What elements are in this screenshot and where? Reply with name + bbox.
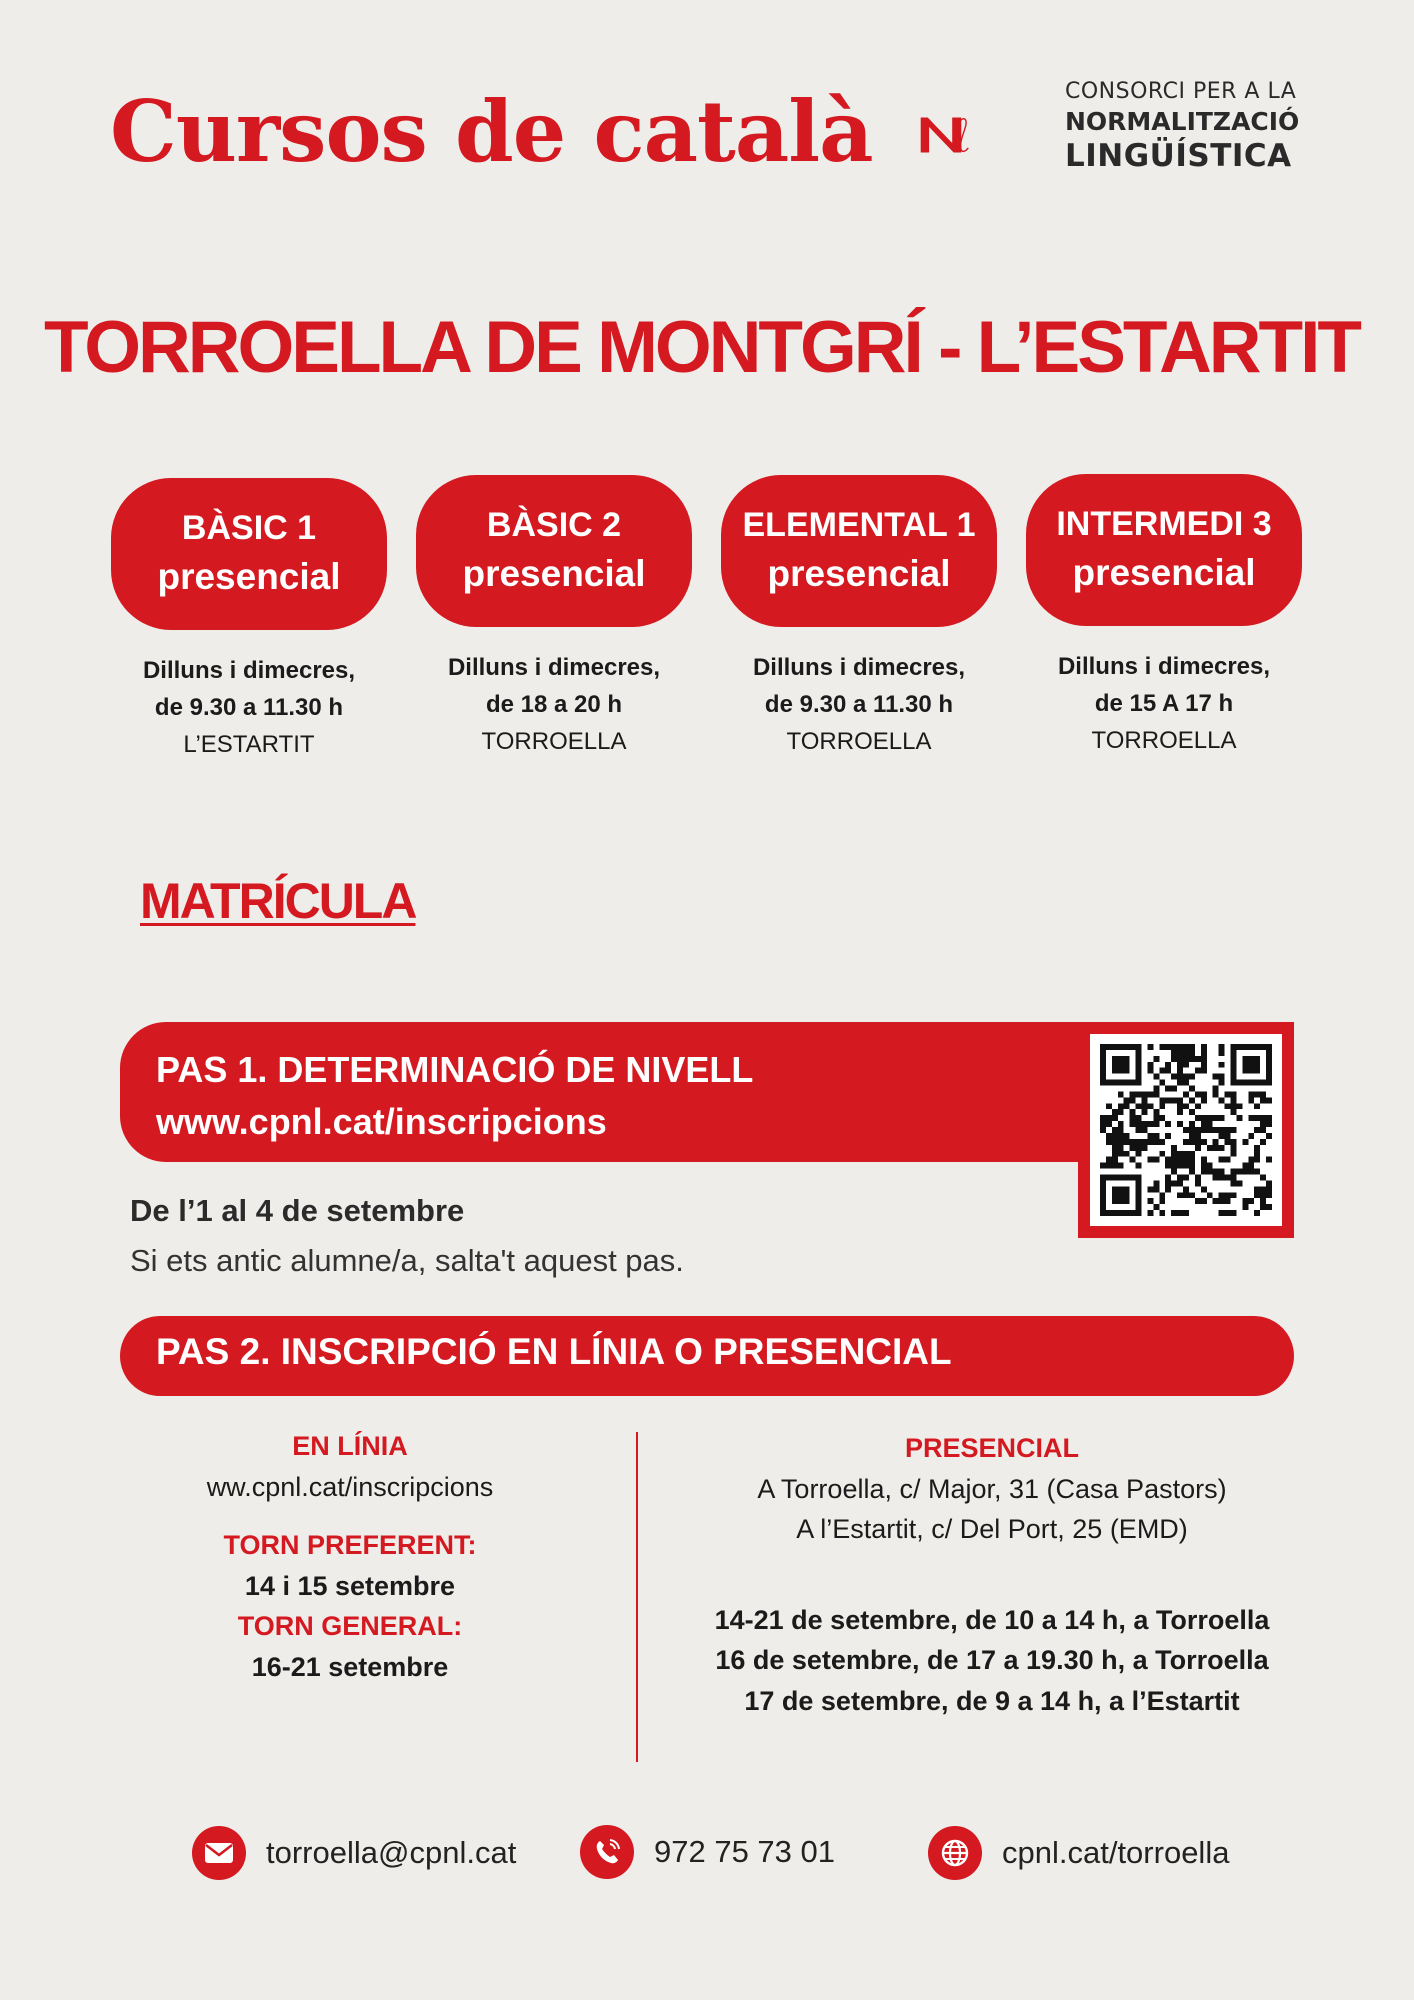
course-days: Dilluns i dimecres, (447, 654, 661, 681)
qr-code[interactable] (1078, 1022, 1294, 1238)
online-column (140, 1426, 560, 1687)
course-time: de 18 a 20 h (485, 691, 623, 719)
page-title: Cursos de català (110, 82, 873, 181)
course-place: TORROELLA (481, 728, 627, 756)
course-level: INTERMEDI 3 (1056, 505, 1272, 544)
inperson-heading: PRESENCIAL (904, 1433, 1080, 1463)
online-url-link[interactable]: ww.cpnl.cat/inscripcions (206, 1471, 494, 1502)
course-level: BÀSIC 1 (181, 509, 317, 548)
course-time: de 15 A 17 h (1094, 690, 1234, 718)
course-days: Dilluns i dimecres, (1057, 653, 1271, 680)
course-card (1026, 474, 1302, 760)
contact-web[interactable] (928, 1826, 1229, 1880)
logo-line-3: LINGÜÍSTICA (1065, 137, 1292, 174)
course-mode: presencial (767, 552, 951, 594)
address-estartit: A l’Estartit, c/ Del Port, 25 (EMD) (796, 1514, 1188, 1544)
preferent-dates: 14 i 15 setembre (244, 1570, 456, 1601)
course-time: de 9.30 a 11.30 h (154, 694, 344, 722)
cpnl-logo (920, 80, 1060, 190)
town-heading: TORROELLA DE MONTGRÍ - L’ESTARTIT (44, 307, 1359, 388)
course-pill (721, 475, 997, 627)
column-divider (636, 1432, 638, 1762)
globe-icon (928, 1826, 982, 1880)
cpnl-logo-text (1065, 78, 1299, 176)
course-pill (1026, 474, 1302, 626)
phone-icon (580, 1825, 634, 1879)
contact-email[interactable] (192, 1826, 516, 1880)
qr-code-inner (1090, 1034, 1282, 1226)
preferent-label: TORN PREFERENT: (223, 1530, 477, 1560)
course-card (721, 475, 997, 761)
step2-banner: PAS 2. INSCRIPCIÓ EN LÍNIA O PRESENCIAL (120, 1316, 1294, 1396)
course-card (111, 478, 387, 764)
inperson-column (662, 1428, 1322, 1721)
course-mode: presencial (462, 552, 646, 594)
course-level: BÀSIC 2 (486, 506, 622, 545)
course-place: TORROELLA (786, 728, 932, 756)
course-level: ELEMENTAL 1 (742, 506, 976, 545)
course-schedule (111, 652, 387, 764)
course-schedule (416, 649, 692, 761)
step1-dates: De l’1 al 4 de setembre (130, 1193, 465, 1228)
course-place: L’ESTARTIT (183, 731, 315, 759)
course-time: de 9.30 a 11.30 h (764, 691, 954, 719)
step1-banner (120, 1022, 1120, 1162)
step1-note: Si ets antic alumne/a, salta't aquest pas. (130, 1243, 684, 1278)
logo-line-2: NORMALITZACIÓ (1065, 106, 1300, 136)
inperson-slot: 16 de setembre, de 17 a 19.30 h, a Torroella (715, 1645, 1269, 1675)
course-days: Dilluns i dimecres, (142, 657, 356, 684)
course-days: Dilluns i dimecres, (752, 654, 966, 681)
course-mode: presencial (157, 555, 341, 597)
course-mode: presencial (1072, 551, 1256, 593)
course-schedule (1026, 648, 1302, 760)
step1-url-link[interactable]: www.cpnl.cat/inscripcions (156, 1101, 607, 1143)
address-torroella: A Torroella, c/ Major, 31 (Casa Pastors) (757, 1473, 1227, 1504)
contact-phone[interactable] (580, 1825, 835, 1879)
course-place: TORROELLA (1091, 727, 1237, 755)
course-pill (416, 475, 692, 627)
course-pill (111, 478, 387, 630)
matricula-heading: MATRÍCULA (140, 873, 416, 929)
general-dates: 16-21 setembre (251, 1651, 449, 1682)
general-label: TORN GENERAL: (237, 1611, 463, 1641)
course-card (416, 475, 692, 761)
step1-title: PAS 1. DETERMINACIÓ DE NIVELL (156, 1049, 754, 1090)
phone-number[interactable]: 972 75 73 01 (654, 1834, 836, 1869)
inperson-slot: 17 de setembre, de 9 a 14 h, a l’Estartit (744, 1685, 1240, 1716)
inperson-slot: 14-21 de setembre, de 10 a 14 h, a Torroella (714, 1604, 1270, 1635)
online-heading: EN LÍNIA (292, 1431, 408, 1461)
email-link[interactable]: torroella@cpnl.cat (266, 1835, 517, 1870)
course-schedule (721, 649, 997, 761)
web-link[interactable]: cpnl.cat/torroella (1002, 1835, 1230, 1870)
logo-line-1: CONSORCI PER A LA (1065, 79, 1297, 104)
qr-code-icon (1100, 1044, 1272, 1216)
mail-icon (192, 1826, 246, 1880)
